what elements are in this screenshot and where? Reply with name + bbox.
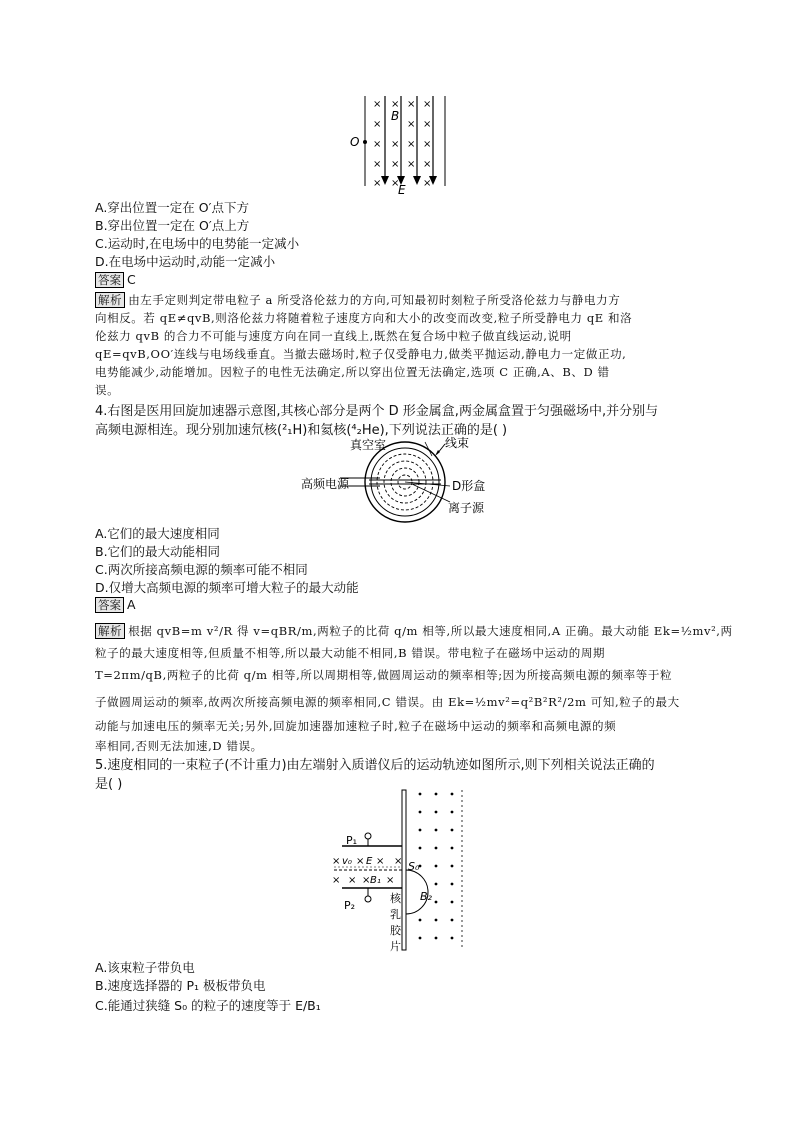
svg-text:×: ×: [423, 139, 432, 150]
answer-value: C: [127, 272, 136, 287]
answer-tag: 答案: [95, 272, 124, 288]
svg-text:×: ×: [373, 139, 382, 150]
label-p1: P₁: [346, 834, 358, 847]
svg-text:×: ×: [332, 875, 341, 886]
svg-text:×: ×: [362, 875, 371, 886]
q4-analysis-line: 粒子的最大速度相等,但质量不相等,所以最大动能不相同,B 错误。带电粒子在磁场中运动的周期: [95, 646, 606, 660]
q4-stem: 4.右图是医用回旋加速器示意图,其核心部分是两个 D 形金属盒,两金属盒置于匀强磁场中,并分别与: [95, 404, 659, 419]
svg-text:×: ×: [373, 178, 382, 189]
q3-analysis-line: 电势能减少,动能增加。因粒子的电性无法确定,所以穿出位置无法确定,选项 C 正确,A、B、D 错: [95, 365, 610, 379]
svg-text:×: ×: [423, 119, 432, 130]
q5-option-b: B.速度选择器的 P₁ 极板带负电: [95, 978, 266, 993]
q4-analysis-line: 子做圆周运动的频率,故两次所接高频电源的频率相同,C 错误。由 Ek=½mv²=q²B²R²/2m 可知,粒子的最大: [95, 695, 680, 709]
svg-text:×: ×: [376, 856, 385, 867]
svg-text:×: ×: [386, 875, 395, 886]
svg-text:×: ×: [391, 139, 400, 150]
svg-text:×: ×: [391, 159, 400, 170]
svg-text:×: ×: [394, 856, 403, 867]
svg-text:×: ×: [332, 856, 341, 867]
label-film-1: 核: [390, 892, 401, 905]
q3-option-c: C.运动时,在电场中的电势能一定减小: [95, 236, 300, 251]
label-E: E: [366, 856, 373, 867]
label-vacuum: 真空室: [350, 438, 387, 452]
label-B2: B₂: [420, 890, 432, 903]
q4-analysis-line: T=2πm/qB,两粒子的比荷 q/m 相等,所以周期相等,做圆周运动的频率相等;因为所接高频电源的频率等于粒: [95, 668, 673, 682]
field-diagram: [345, 92, 455, 196]
mass-spectrometer-diagram: [328, 786, 470, 954]
svg-text:×: ×: [373, 99, 382, 110]
q3-option-b: B.穿出位置一定在 O′点上方: [95, 218, 250, 233]
label-film-4: 片: [390, 940, 401, 953]
q3-analysis-line: 解析 由左手定则判定带电粒子 a 所受洛伦兹力的方向,可知最初时刻粒子所受洛伦兹力与静电力方: [95, 292, 620, 308]
q4-analysis-line: 率相同,否则无法加速,D 错误。: [95, 739, 263, 753]
q4-option-d: D.仅增大高频电源的频率可增大粒子的最大动能: [95, 580, 359, 595]
q3-answer: [95, 272, 136, 288]
svg-text:×: ×: [373, 159, 382, 170]
label-B: B: [391, 109, 400, 123]
label-O: O: [350, 135, 360, 149]
label-film-3: 胶: [390, 924, 401, 937]
label-power: 高频电源: [301, 477, 350, 491]
q3-option-d: D.在电场中运动时,动能一定减小: [95, 254, 276, 269]
q5-stem: 5.速度相同的一束粒子(不计重力)由左端射入质谱仪后的运动轨迹如图所示,则下列相关说法正确的: [95, 758, 655, 773]
q3-analysis-line: qE=qvB,OO′连线与电场线垂直。当撤去磁场时,粒子仅受静电力,做类平抛运动,静电力一定做正功,: [95, 347, 627, 361]
svg-text:×: ×: [348, 875, 357, 886]
analysis-tag: 解析: [95, 292, 125, 308]
svg-text:×: ×: [373, 119, 382, 130]
cyclotron-diagram: [300, 436, 500, 526]
svg-text:×: ×: [423, 178, 432, 189]
q3-analysis-line: 误。: [95, 383, 120, 397]
q4-option-c: C.两次所接高频电源的频率可能不相同: [95, 562, 308, 577]
label-E: E: [398, 183, 406, 196]
svg-text:×: ×: [423, 99, 432, 110]
q3-analysis-line: 伦兹力 qvB 的合力不可能与速度方向在同一直线上,既然在复合场中粒子做直线运动,说明: [95, 329, 572, 343]
q4-stem: 高频电源相连。现分别加速氘核(²₁H)和氦核(⁴₂He),下列说法正确的是( ): [95, 423, 508, 438]
q4-answer: [95, 597, 136, 613]
svg-text:×: ×: [391, 99, 400, 110]
svg-text:×: ×: [391, 178, 400, 189]
label-B1: B₁: [370, 875, 381, 886]
q5-option-a: A.该束粒子带负电: [95, 960, 195, 975]
label-S0: S₀: [408, 860, 420, 873]
q4-analysis-line: 动能与加速电压的频率无关;另外,回旋加速器加速粒子时,粒子在磁场中运动的频率和高频电源的频: [95, 719, 617, 733]
label-v0: v₀: [342, 856, 352, 867]
svg-text:×: ×: [356, 856, 365, 867]
svg-text:×: ×: [423, 159, 432, 170]
label-ion-source: 离子源: [448, 501, 485, 515]
analysis-tag: 解析: [95, 623, 125, 639]
q3-option-a: A.穿出位置一定在 O′点下方: [95, 200, 249, 215]
q3-analysis-line: 向相反。若 qE≠qvB,则洛伦兹力将随着粒子速度方向和大小的改变而改变,粒子所受静电力 qE 和洛: [95, 311, 633, 325]
label-p2: P₂: [344, 899, 356, 912]
label-dbox: D形盒: [452, 479, 486, 493]
label-beam: 线束: [445, 436, 470, 450]
svg-text:×: ×: [407, 159, 416, 170]
q4-option-a: A.它们的最大速度相同: [95, 526, 220, 541]
answer-tag: 答案: [95, 597, 124, 613]
q4-option-b: B.它们的最大动能相同: [95, 544, 221, 559]
q5-stem: 是( ): [95, 777, 123, 792]
label-film-2: 乳: [390, 908, 401, 921]
svg-text:×: ×: [407, 139, 416, 150]
svg-text:×: ×: [407, 119, 416, 130]
q5-option-c: C.能通过狭缝 S₀ 的粒子的速度等于 E/B₁: [95, 998, 321, 1013]
svg-text:×: ×: [407, 99, 416, 110]
q4-analysis-line: 解析 根据 qvB=m v²/R 得 v=qBR/m,两粒子的比荷 q/m 相等,所以最大速度相同,A 正确。最大动能 Ek=½mv²,两: [95, 623, 733, 639]
magnetic-field-dots: [419, 793, 454, 940]
answer-value: A: [127, 597, 136, 612]
